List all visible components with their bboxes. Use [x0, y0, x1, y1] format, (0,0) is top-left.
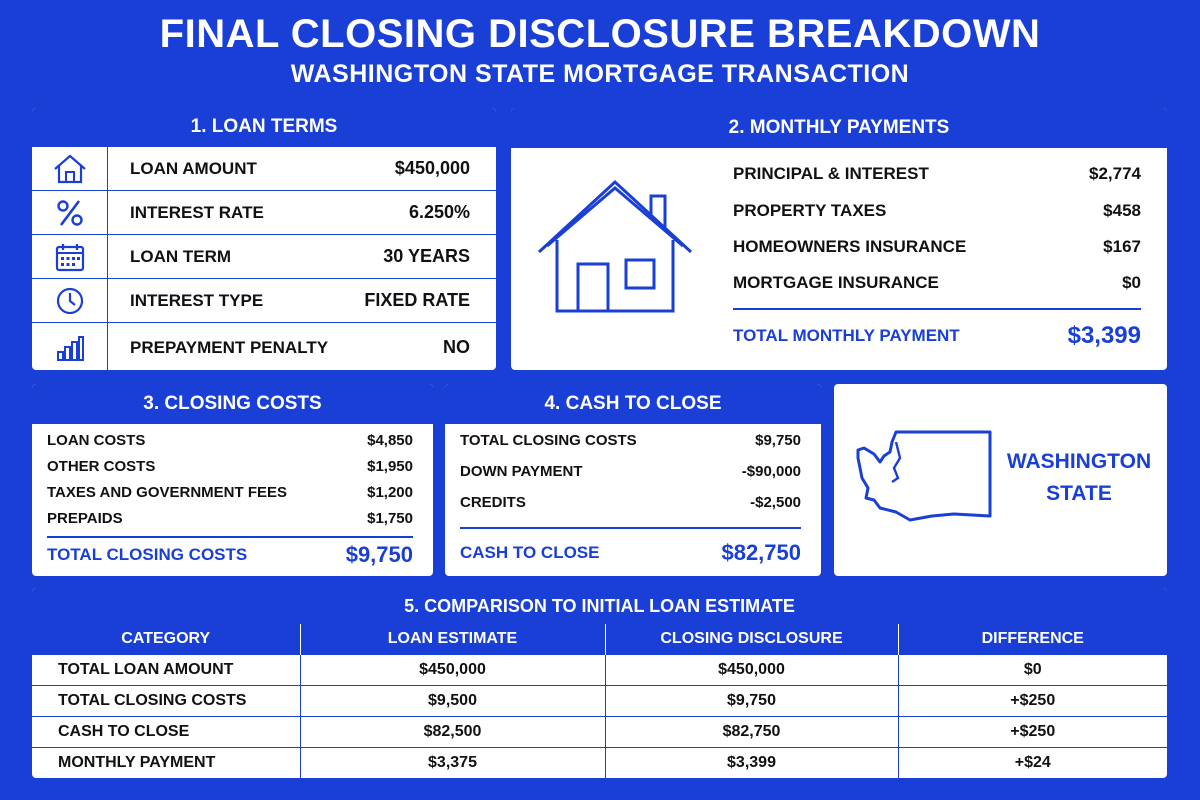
cost-label: OTHER COSTS: [47, 458, 156, 475]
cash-value: -$90,000: [741, 463, 801, 480]
loan-term-value: 6.250%: [408, 202, 470, 222]
table-row: [32, 747, 1167, 778]
loan-term-row: [32, 278, 496, 322]
payment-label: MORTGAGE INSURANCE: [733, 273, 939, 292]
payment-value: $0: [1122, 273, 1141, 292]
column-header: LOAN ESTIMATE: [300, 624, 605, 654]
cash-label: DOWN PAYMENT: [460, 463, 583, 480]
total-value: $82,750: [721, 540, 801, 565]
table-cell: $9,750: [605, 685, 898, 716]
comparison-table: [32, 624, 1167, 778]
loan-terms-title: 1. LOAN TERMS: [32, 108, 496, 146]
total-label: TOTAL MONTHLY PAYMENT: [733, 326, 960, 345]
loan-term-row: [32, 190, 496, 234]
table-row: [32, 685, 1167, 716]
cost-label: LOAN COSTS: [47, 432, 146, 449]
table-cell: $82,500: [300, 716, 605, 747]
table-cell: CASH TO CLOSE: [32, 716, 300, 747]
total-value: $3,399: [1067, 322, 1141, 349]
washington-map-icon: [854, 428, 994, 533]
table-cell: $450,000: [605, 654, 898, 685]
total-label: TOTAL CLOSING COSTS: [47, 545, 248, 564]
loan-term-value: FIXED RATE: [364, 290, 470, 310]
column-header: CLOSING DISCLOSURE: [605, 624, 898, 654]
loan-term-value: $450,000: [394, 158, 470, 178]
percent-icon: [32, 191, 108, 234]
cash-row: [460, 432, 801, 449]
table-cell: +$250: [898, 716, 1167, 747]
cash-row: [460, 494, 801, 511]
divider: [460, 527, 801, 529]
loan-term-label: LOAN AMOUNT: [130, 158, 257, 178]
cash-row: [460, 463, 801, 480]
monthly-payment-row: [733, 201, 1141, 221]
comparison-title: 5. COMPARISON TO INITIAL LOAN ESTIMATE: [32, 588, 1167, 624]
closing-cost-row: [47, 510, 413, 527]
monthly-payments-panel: [509, 106, 1169, 372]
cash-value: -$2,500: [750, 494, 801, 511]
loan-term-label: INTEREST TYPE: [130, 290, 264, 310]
table-cell: $3,375: [300, 747, 605, 778]
loan-terms-panel: [30, 106, 498, 372]
total-value: $9,750: [345, 542, 413, 567]
cost-value: $1,950: [367, 458, 413, 475]
table-cell: TOTAL LOAN AMOUNT: [32, 654, 300, 685]
table-header-row: [32, 624, 1167, 654]
state-name: [999, 446, 1159, 510]
payment-label: PRINCIPAL & INTEREST: [733, 164, 929, 183]
table-row: [32, 654, 1167, 685]
cash-to-close-panel: [443, 382, 823, 578]
payment-label: HOMEOWNERS INSURANCE: [733, 237, 967, 256]
cash-to-close-title: 4. CASH TO CLOSE: [445, 384, 821, 424]
loan-term-label: PREPAYMENT PENALTY: [130, 337, 329, 357]
cost-value: $4,850: [367, 432, 413, 449]
cash-label: TOTAL CLOSING COSTS: [460, 432, 637, 449]
state-name-line2: STATE: [1046, 482, 1112, 505]
clock-icon: [32, 279, 108, 322]
monthly-payment-row: [733, 164, 1141, 184]
monthly-payment-row: [733, 273, 1141, 293]
closing-cost-row: [47, 484, 413, 501]
cash-label: CREDITS: [460, 494, 526, 511]
table-cell: $3,399: [605, 747, 898, 778]
column-header: CATEGORY: [32, 624, 300, 654]
total-closing-costs: [47, 542, 413, 568]
closing-cost-row: [47, 432, 413, 449]
cash-value: $9,750: [755, 432, 801, 449]
closing-cost-row: [47, 458, 413, 475]
page-subtitle: WASHINGTON STATE MORTGAGE TRANSACTION: [290, 60, 910, 88]
closing-costs-title: 3. CLOSING COSTS: [32, 384, 433, 424]
state-name-line1: WASHINGTON: [1006, 450, 1152, 473]
table-cell: TOTAL CLOSING COSTS: [32, 685, 300, 716]
table-cell: $9,500: [300, 685, 605, 716]
comparison-panel: [30, 586, 1169, 780]
loan-term-row: [32, 322, 496, 372]
cost-label: PREPAIDS: [47, 510, 123, 527]
cost-value: $1,750: [367, 510, 413, 527]
total-label: CASH TO CLOSE: [460, 543, 600, 562]
cost-label: TAXES AND GOVERNMENT FEES: [47, 484, 288, 501]
table-cell: $0: [898, 654, 1167, 685]
payment-value: $167: [1103, 237, 1141, 256]
divider: [47, 536, 413, 538]
table-cell: +$250: [898, 685, 1167, 716]
closing-costs-panel: [30, 382, 435, 578]
cost-value: $1,200: [367, 484, 413, 501]
loan-term-row: [32, 234, 496, 278]
table-row: [32, 716, 1167, 747]
loan-term-label: LOAN TERM: [130, 246, 232, 266]
table-cell: +$24: [898, 747, 1167, 778]
loan-term-label: INTEREST RATE: [130, 202, 264, 222]
monthly-payments-title: 2. MONTHLY PAYMENTS: [511, 108, 1167, 148]
bar-chart-icon: [32, 323, 108, 372]
table-cell: $82,750: [605, 716, 898, 747]
cash-to-close-total: [460, 540, 801, 566]
calendar-icon: [32, 235, 108, 278]
payment-label: PROPERTY TAXES: [733, 201, 887, 220]
divider: [733, 308, 1141, 310]
state-panel: [832, 382, 1169, 578]
payment-value: $458: [1103, 201, 1141, 220]
loan-term-value: 30 YEARS: [383, 246, 470, 266]
table-cell: MONTHLY PAYMENT: [32, 747, 300, 778]
monthly-payment-row: [733, 237, 1141, 257]
house-icon: [535, 174, 695, 324]
loan-term-value: NO: [443, 337, 470, 357]
table-cell: $450,000: [300, 654, 605, 685]
total-monthly-payment: [733, 322, 1141, 350]
loan-term-row: [32, 146, 496, 190]
payment-value: $2,774: [1089, 164, 1141, 183]
house-icon: [32, 147, 108, 190]
column-header: DIFFERENCE: [898, 624, 1167, 654]
page-title: FINAL CLOSING DISCLOSURE BREAKDOWN: [159, 12, 1041, 56]
